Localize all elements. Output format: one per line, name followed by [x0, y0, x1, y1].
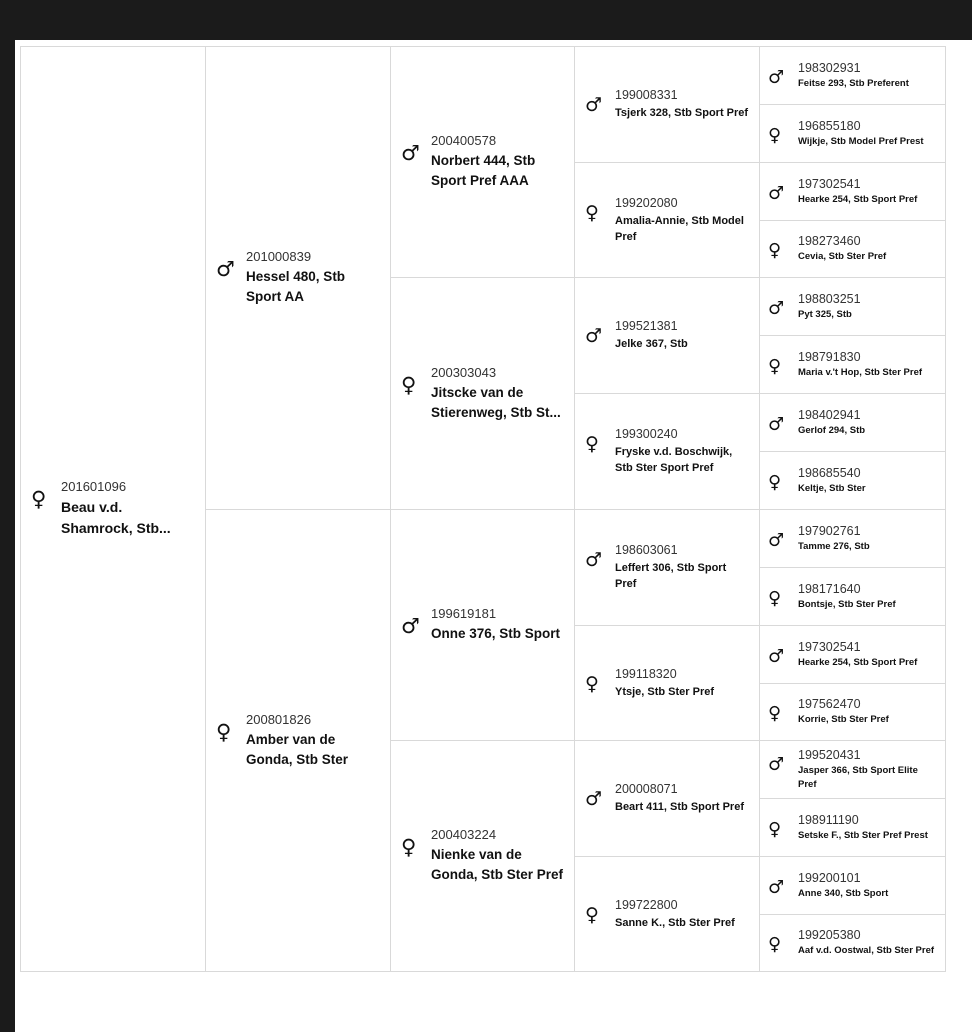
female-icon: ♀	[401, 835, 417, 859]
female-icon: ♀	[216, 719, 232, 744]
horse-name: Feitse 293, Stb Preferent	[798, 77, 909, 89]
horse-cell-subject[interactable]	[20, 46, 206, 972]
registration-number: 200801826	[246, 711, 312, 727]
registration-number: 198791830	[798, 349, 861, 364]
registration-number: 199200101	[798, 870, 861, 885]
male-icon: ♂	[768, 182, 785, 204]
male-icon: ♂	[768, 413, 785, 435]
horse-cell-great-great-grandparent[interactable]	[759, 451, 946, 510]
horse-cell-great-grandparent[interactable]	[574, 509, 760, 626]
horse-cell-grandparent[interactable]	[390, 740, 575, 972]
horse-name: Bontsje, Stb Ster Pref	[798, 598, 896, 610]
female-icon: ♀	[768, 818, 782, 840]
female-icon: ♀	[768, 355, 782, 377]
female-icon: ♀	[768, 124, 782, 146]
horse-name: Anne 340, Stb Sport	[798, 887, 889, 899]
registration-number: 198273460	[798, 234, 861, 248]
horse-cell-dam[interactable]	[205, 509, 391, 972]
registration-number: 199619181	[431, 606, 497, 621]
registration-number: 197302541	[798, 176, 861, 191]
horse-cell-grandparent[interactable]	[390, 277, 575, 510]
horse-name: Jelke 367, Stb	[615, 338, 688, 350]
horse-cell-great-great-grandparent[interactable]	[759, 104, 946, 163]
horse-name: Jasper 366, Stb Sport Elite Pref	[798, 764, 918, 790]
registration-number: 197902761	[798, 523, 861, 538]
registration-number: 197562470	[798, 697, 861, 711]
horse-cell-great-great-grandparent[interactable]	[759, 740, 946, 799]
horse-name: Norbert 444, Stb Sport Pref AAA	[431, 153, 536, 188]
registration-number: 198302931	[798, 60, 861, 75]
horse-name: Hearke 254, Stb Sport Pref	[798, 193, 918, 205]
horse-cell-great-grandparent[interactable]	[574, 393, 760, 510]
horse-name: Setske F., Stb Ster Pref Prest	[798, 829, 928, 841]
horse-name: Sanne K., Stb Ster Pref	[615, 916, 735, 929]
registration-number: 196855180	[798, 118, 861, 133]
registration-number: 201601096	[61, 479, 127, 494]
horse-cell-great-great-grandparent[interactable]	[759, 46, 946, 105]
pedigree-table	[20, 46, 946, 972]
male-icon: ♂	[768, 876, 785, 898]
male-icon: ♂	[768, 66, 785, 88]
horse-name: Nienke van de Gonda, Stb Ster Pref	[431, 847, 564, 882]
registration-number: 198402941	[798, 407, 861, 422]
registration-number: 200403224	[431, 827, 497, 842]
registration-number: 198171640	[798, 581, 861, 596]
horse-cell-great-great-grandparent[interactable]	[759, 277, 946, 336]
male-icon: ♂	[768, 297, 785, 319]
registration-number: 197302541	[798, 639, 861, 654]
horse-cell-great-great-grandparent[interactable]	[759, 393, 946, 452]
registration-number: 199521381	[615, 319, 678, 333]
horse-cell-sire[interactable]	[205, 46, 391, 510]
horse-name: Cevia, Stb Ster Pref	[798, 251, 887, 262]
horse-cell-great-grandparent[interactable]	[574, 162, 760, 278]
horse-name: Tsjerk 328, Stb Sport Pref	[615, 107, 749, 119]
horse-cell-great-grandparent[interactable]	[574, 277, 760, 394]
horse-name: Tamme 276, Stb	[798, 540, 870, 552]
horse-cell-grandparent[interactable]	[390, 509, 575, 741]
registration-number: 198603061	[615, 543, 678, 557]
registration-number: 200008071	[615, 782, 678, 796]
horse-cell-great-great-grandparent[interactable]	[759, 335, 946, 394]
horse-cell-great-grandparent[interactable]	[574, 740, 760, 857]
horse-name: Beau v.d. Shamrock, Stb...	[61, 499, 171, 536]
horse-name: Amber van de Gonda, Stb Ster	[246, 731, 349, 767]
male-icon: ♂	[401, 614, 420, 638]
female-icon: ♀	[768, 934, 782, 955]
registration-number: 198911190	[798, 812, 859, 827]
horse-name: Keltje, Stb Ster	[798, 482, 866, 494]
registration-number: 199118320	[615, 666, 677, 681]
horse-name: Beart 411, Stb Sport Pref	[615, 801, 744, 813]
horse-name: Hearke 254, Stb Sport Pref	[798, 656, 918, 668]
horse-cell-great-great-grandparent[interactable]	[759, 509, 946, 568]
horse-name: Korrie, Stb Ster Pref	[798, 714, 889, 725]
horse-cell-great-great-grandparent[interactable]	[759, 625, 946, 684]
female-icon: ♀	[768, 240, 782, 261]
horse-name: Wijkje, Stb Model Pref Prest	[798, 135, 924, 147]
female-icon: ♀	[31, 487, 47, 511]
horse-cell-great-great-grandparent[interactable]	[759, 856, 946, 915]
horse-cell-great-grandparent[interactable]	[574, 625, 760, 741]
registration-number: 198685540	[798, 465, 861, 480]
female-icon: ♀	[768, 703, 782, 724]
male-icon: ♂	[216, 257, 235, 281]
horse-name: Amalia-Annie, Stb Model Pref	[615, 214, 744, 243]
horse-name: Leffert 306, Stb Sport Pref	[615, 562, 727, 590]
horse-name: Onne 376, Stb Sport	[431, 626, 561, 641]
registration-number: 199520431	[798, 747, 861, 762]
horse-name: Hessel 480, Stb Sport AA	[246, 269, 346, 304]
male-icon: ♂	[401, 141, 420, 165]
female-icon: ♀	[585, 672, 599, 695]
registration-number: 199722800	[615, 897, 678, 912]
horse-name: Gerlof 294, Stb	[798, 424, 866, 436]
horse-cell-grandparent[interactable]	[390, 46, 575, 278]
registration-number: 199008331	[615, 88, 678, 102]
female-icon: ♀	[768, 471, 782, 493]
horse-cell-great-great-grandparent[interactable]	[759, 798, 946, 857]
male-icon: ♂	[585, 94, 603, 116]
male-icon: ♂	[585, 325, 603, 347]
horse-name: Ytsje, Stb Ster Pref	[615, 685, 715, 698]
registration-number: 199202080	[615, 195, 678, 210]
male-icon: ♂	[768, 529, 785, 551]
horse-cell-great-great-grandparent[interactable]	[759, 162, 946, 221]
registration-number: 200400578	[431, 133, 497, 148]
horse-name: Pyt 325, Stb	[798, 308, 852, 320]
horse-cell-great-grandparent[interactable]	[574, 856, 760, 972]
horse-cell-great-grandparent[interactable]	[574, 46, 760, 163]
male-icon: ♂	[768, 645, 785, 667]
horse-name: Maria v.'t Hop, Stb Ster Pref	[798, 366, 923, 378]
female-icon: ♀	[585, 201, 599, 224]
horse-cell-great-great-grandparent[interactable]	[759, 914, 946, 972]
male-icon: ♂	[585, 788, 603, 810]
horse-cell-great-great-grandparent[interactable]	[759, 220, 946, 278]
horse-cell-great-great-grandparent[interactable]	[759, 567, 946, 626]
horse-cell-great-great-grandparent[interactable]	[759, 683, 946, 741]
horse-name: Aaf v.d. Oostwal, Stb Ster Pref	[798, 945, 935, 956]
registration-number: 200303043	[431, 364, 497, 380]
female-icon: ♀	[585, 433, 599, 455]
male-icon: ♂	[768, 753, 785, 775]
registration-number: 199205380	[798, 928, 861, 942]
male-icon: ♂	[585, 549, 603, 571]
registration-number: 201000839	[246, 249, 312, 264]
female-icon: ♀	[401, 372, 417, 397]
horse-name: Jitscke van de Stierenweg, Stb St...	[431, 384, 561, 420]
female-icon: ♀	[768, 587, 782, 609]
female-icon: ♀	[585, 903, 599, 926]
registration-number: 198803251	[798, 291, 861, 306]
registration-number: 199300240	[615, 427, 678, 441]
horse-name: Fryske v.d. Boschwijk, Stb Ster Sport Pref	[615, 446, 733, 474]
